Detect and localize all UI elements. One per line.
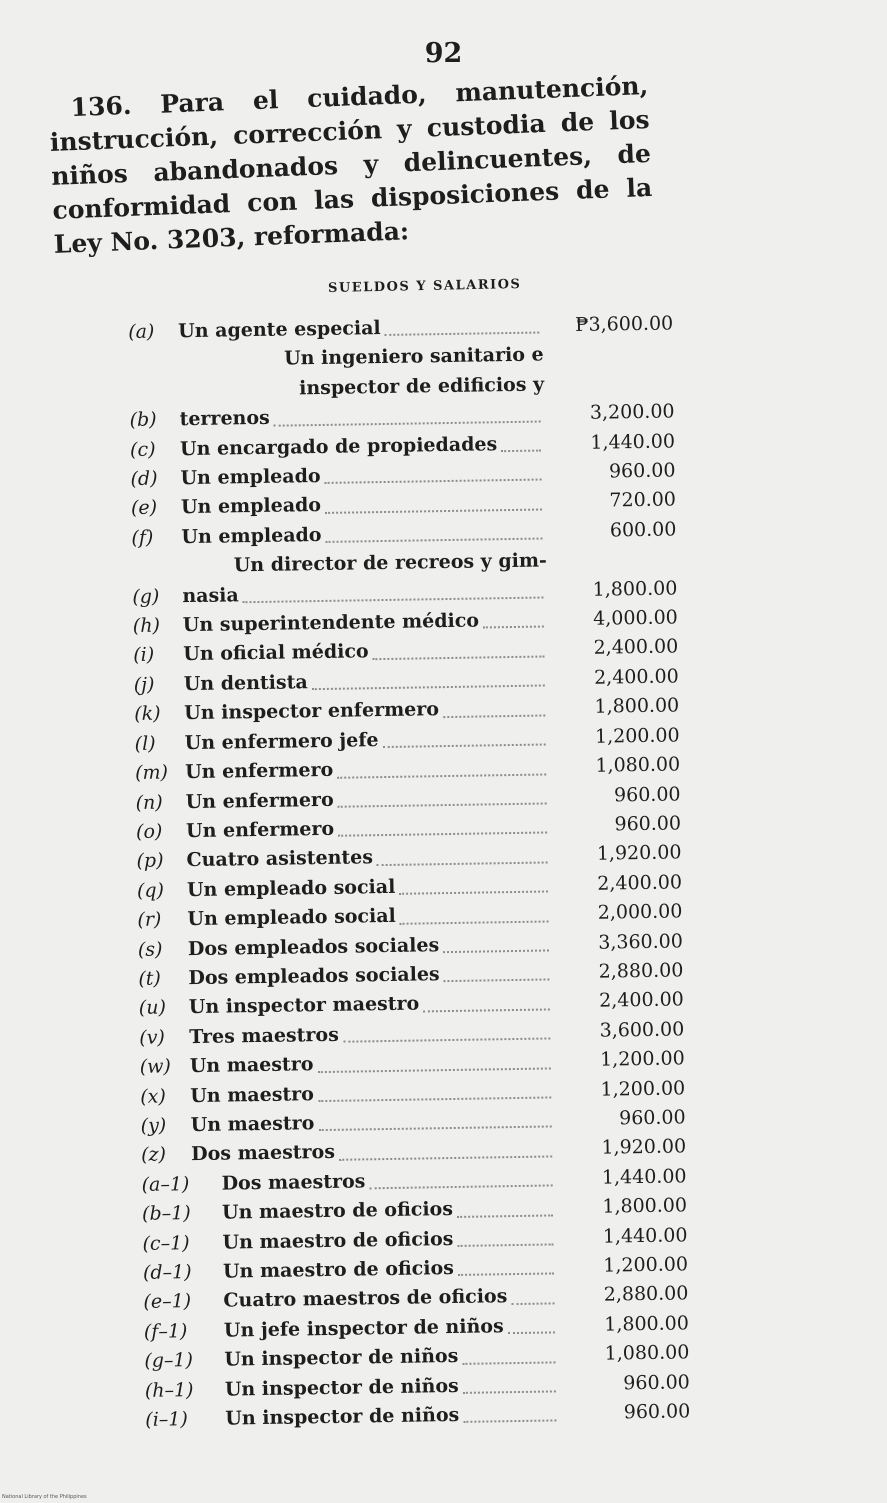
entry-amount: 1,800.00 xyxy=(594,694,680,718)
entry-amount: 1,200.00 xyxy=(600,1076,686,1101)
entry-letter: (q) xyxy=(136,879,165,902)
entry-description-line xyxy=(225,1399,560,1434)
entry-amount: ₱3,600.00 xyxy=(574,312,674,336)
entry-description-text: Un empleado xyxy=(181,523,322,549)
entry-amount: 1,920.00 xyxy=(596,841,682,866)
dot-leader xyxy=(318,1066,551,1073)
entry-amount: 2,400.00 xyxy=(593,665,679,689)
entry-description-line xyxy=(284,341,544,374)
dot-leader xyxy=(463,1389,556,1393)
entry-amount: 600.00 xyxy=(609,518,677,542)
entry-letter: (b) xyxy=(129,408,157,432)
entry-description-text: terrenos xyxy=(179,407,270,431)
entry-description-text: Un maestro de oficios xyxy=(222,1227,454,1254)
entry-amount: 3,200.00 xyxy=(589,400,675,424)
entry-amount: 2,880.00 xyxy=(603,1282,689,1307)
entry-amount: 960.00 xyxy=(608,459,676,483)
entry-letter: (g–1) xyxy=(144,1349,194,1373)
dot-leader xyxy=(508,1331,555,1335)
entry-description-text: Un superintendente médico xyxy=(182,609,480,637)
entry-description-text: Cuatro maestros de oficios xyxy=(223,1285,508,1313)
entry-description-text: Dos empleados sociales xyxy=(187,933,440,960)
page-number: 92 xyxy=(424,38,463,69)
entry-description-text: Un enfermero jefe xyxy=(184,728,379,754)
dot-leader xyxy=(318,1125,551,1132)
entry-description-text: Tres maestros xyxy=(189,1023,339,1048)
dot-leader xyxy=(463,1419,556,1423)
entry-description-text: Un inspector de niños xyxy=(224,1374,459,1401)
entry-description-text: Un empleado xyxy=(180,494,322,519)
entry-letter: (c–1) xyxy=(142,1231,190,1255)
entry-letter: (v) xyxy=(139,1026,166,1049)
entry-description-text: Cuatro asistentes xyxy=(186,846,374,872)
entry-amount: 960.00 xyxy=(618,1106,686,1130)
entry-description-text: Un enfermero xyxy=(184,758,334,784)
entry-amount: 3,600.00 xyxy=(599,1018,685,1042)
entry-description-text: inspector de edificios y xyxy=(298,373,545,400)
entry-amount: 2,400.00 xyxy=(597,871,683,895)
entry-letter: (n) xyxy=(135,791,163,814)
entry-letter: (i–1) xyxy=(145,1408,188,1431)
entry-description-text: Un empleado xyxy=(180,465,321,490)
entry-letter: (a) xyxy=(128,320,155,343)
library-footer: National Library of the Philippines xyxy=(2,1494,87,1500)
entry-amount: 960.00 xyxy=(623,1370,690,1394)
entry-description xyxy=(178,341,544,435)
dot-leader xyxy=(377,860,548,866)
entry-description-text: Un dentista xyxy=(183,671,308,696)
entry-description-text: Un inspector de niños xyxy=(225,1403,460,1430)
entry-letter: (s) xyxy=(137,938,163,961)
entry-description-text: Un ingeniero sanitario e xyxy=(283,343,544,370)
entry-amount: 720.00 xyxy=(609,488,677,512)
entry-amount: 1,440.00 xyxy=(590,430,676,454)
entry-letter: (m) xyxy=(134,761,169,785)
dot-leader xyxy=(325,507,542,513)
dot-leader xyxy=(326,537,543,543)
entry-description-text: Un agente especial xyxy=(178,317,381,343)
entry-description-text: Un maestro xyxy=(189,1053,314,1078)
entry-description-line xyxy=(281,370,544,404)
entry-description-text: Un maestro de oficios xyxy=(221,1198,454,1224)
dot-leader xyxy=(483,625,544,629)
dot-leader xyxy=(511,1301,554,1305)
entry-letter: (a–1) xyxy=(141,1172,190,1196)
paragraph-text: 136. Para el cuidado, manutención, instrucción, corrección y custodia de los niños abandonados y delincuentes, de conformidad con las disposiciones de la Ley No. 3203, reformada: xyxy=(49,70,653,259)
entry-letter: (f–1) xyxy=(143,1320,188,1343)
entry-description-text: Un enfermero xyxy=(185,788,334,813)
salary-entry xyxy=(132,545,678,612)
entry-description-text: Un maestro de oficios xyxy=(222,1257,455,1283)
entry-letter: (u) xyxy=(138,996,167,1020)
dot-leader xyxy=(458,1272,554,1277)
dot-leader xyxy=(462,1360,555,1364)
entry-description-text: nasia xyxy=(182,583,239,607)
entry-letter: (h) xyxy=(132,614,161,638)
entry-amount: 2,400.00 xyxy=(599,988,684,1013)
salary-entry xyxy=(128,339,674,436)
entry-amount: 1,080.00 xyxy=(595,753,681,777)
entry-description xyxy=(182,547,548,612)
entry-letter: (e–1) xyxy=(143,1290,192,1314)
entry-letter: (w) xyxy=(139,1055,172,1079)
dot-leader xyxy=(325,478,542,484)
entry-amount: 1,440.00 xyxy=(602,1223,688,1248)
entry-description-text: Dos maestros xyxy=(190,1141,336,1166)
entry-description-text: Dos empleados sociales xyxy=(188,963,440,990)
entry-description-text: Un maestro xyxy=(190,1082,315,1107)
entry-amount: 3,360.00 xyxy=(598,929,684,954)
entry-amount: 960.00 xyxy=(623,1400,691,1424)
entry-letter: (i) xyxy=(133,644,155,667)
entry-letter: (r) xyxy=(137,908,162,932)
dot-leader xyxy=(385,331,540,336)
dot-leader xyxy=(343,1037,550,1043)
entry-amount: 4,000.00 xyxy=(592,606,678,630)
dot-leader xyxy=(338,831,547,837)
entry-amount: 960.00 xyxy=(613,782,681,806)
dot-leader xyxy=(373,654,545,660)
entry-description-text: Un inspector maestro xyxy=(188,992,420,1019)
entry-letter: (d) xyxy=(130,467,158,491)
entry-description-text: Un maestro xyxy=(190,1112,315,1137)
dot-leader xyxy=(444,978,550,983)
section-paragraph xyxy=(48,69,654,262)
entry-amount: 1,200.00 xyxy=(594,724,680,748)
entry-letter: (l) xyxy=(134,732,156,755)
dot-leader xyxy=(337,772,546,778)
entry-letter: (t) xyxy=(138,967,162,990)
entry-amount: 1,800.00 xyxy=(602,1194,688,1218)
entry-letter: (g) xyxy=(132,585,160,608)
entry-amount: 1,800.00 xyxy=(604,1312,690,1336)
entry-letter: (y) xyxy=(140,1114,167,1137)
entry-letter: (b–1) xyxy=(141,1202,191,1226)
dot-leader xyxy=(457,1213,553,1218)
entry-amount: 1,920.00 xyxy=(601,1135,687,1160)
entry-letter: (x) xyxy=(140,1085,166,1108)
dot-leader xyxy=(423,1007,550,1012)
entry-amount: 1,440.00 xyxy=(601,1165,687,1189)
entry-letter: (k) xyxy=(134,702,161,726)
entry-letter: (e) xyxy=(130,497,158,520)
dot-leader xyxy=(274,419,541,426)
dot-leader xyxy=(243,596,544,604)
dot-leader xyxy=(443,948,549,953)
dot-leader xyxy=(339,1154,552,1160)
entry-description-text: Dos maestros xyxy=(221,1170,366,1195)
dot-leader xyxy=(312,684,545,691)
entry-amount: 2,400.00 xyxy=(593,635,679,660)
entry-description xyxy=(225,1399,560,1434)
entry-amount: 1,200.00 xyxy=(599,1047,685,1071)
entry-letter: (h–1) xyxy=(144,1378,194,1402)
dot-leader xyxy=(399,890,548,895)
entry-description-text: Un inspector enfermero xyxy=(184,698,440,725)
entry-letter: (d–1) xyxy=(142,1261,192,1284)
entry-letter: (j) xyxy=(133,673,155,696)
entry-description-text: Un inspector de niños xyxy=(224,1345,459,1371)
dot-leader xyxy=(369,1184,552,1190)
entry-amount: 1,800.00 xyxy=(592,577,678,601)
dot-leader xyxy=(443,713,545,718)
entry-letter: (p) xyxy=(136,849,164,873)
entry-description-text: Un oficial médico xyxy=(183,640,369,666)
entry-amount: 960.00 xyxy=(614,812,682,836)
entry-letter: (f) xyxy=(131,526,154,549)
entry-description-text: Un empleado social xyxy=(187,904,396,931)
dot-leader xyxy=(400,919,549,924)
dot-leader xyxy=(383,743,546,749)
entry-amount: 2,000.00 xyxy=(597,900,683,924)
entry-description-text: Un enfermero xyxy=(185,817,335,843)
entry-description-text: Un encargado de propiedades xyxy=(179,432,498,460)
dot-leader xyxy=(501,449,541,453)
entry-amount: 2,880.00 xyxy=(598,959,684,983)
dot-leader xyxy=(338,801,547,807)
dot-leader xyxy=(457,1242,553,1247)
entry-amount: 1,200.00 xyxy=(603,1253,689,1277)
entry-amount: 1,080.00 xyxy=(604,1341,690,1365)
entry-description-text: Un empleado social xyxy=(186,875,396,901)
entry-letter: (z) xyxy=(140,1143,167,1167)
entry-letter: (o) xyxy=(135,820,163,843)
entry-letter: (c) xyxy=(129,438,156,461)
dot-leader xyxy=(318,1095,551,1102)
entry-description-text: Un director de recreos y gim- xyxy=(233,549,548,577)
salary-list xyxy=(128,309,690,1435)
entry-description-text: Un jefe inspector de niños xyxy=(223,1315,504,1342)
section-heading: SUELDOS Y SALARIOS xyxy=(327,276,522,297)
